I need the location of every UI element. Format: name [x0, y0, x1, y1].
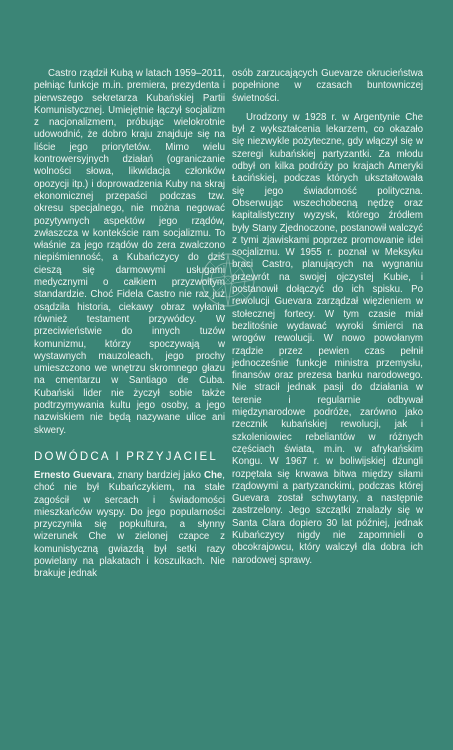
guevara-name: Ernesto Guevara [34, 469, 112, 481]
guevara-intro-text-a: , znany bardziej jako [111, 469, 204, 481]
che-name: Che [203, 469, 223, 481]
right-column [232, 68, 423, 567]
castro-paragraph: Castro rządził Kubą w latach 1959–2011, pełniąc funkcje m.in. premiera, prezydenta i pierwszego sekretarza Kubańskiej Partii Komunistycznej. Umiejętnie łączył socjalizm z nacjonalizmem, próbując wielokrotnie udowodnić, że dobro kraju znajduje się na liście jego priorytetów. Mimo wielu kontrowersyjnych działań (ograniczanie wolności słowa, likwidacja członków opozycji itp.) i doprowadzenia Kuby na skraj ekonomicznej przepaści podczas tzw. okresu specjalnego, nie można negować pozytywnych aspektów jego rządów, zwłaszcza w kontekście ram socjalizmu. To właśnie za jego rządów do zera zwalczono niepiśmienność, a Kubańczycy do dziś cieszą się darmowymi usługami medycznymi o całkiem przyzwoitym standardzie. Choć Fidela Castro nie raz już osądziła historia, ciekawy obraz wyłania również testament przywódcy. W przeciwieństwie do innych tuzów komunizmu, którzy spoczywają w wystawnych mauzoleach, jego prochy umieszczono we wnętrzu skromnego głazu na cmentarzu w Santiago de Cuba. Kubański lider nie życzył sobie także podtrzymywania kultu jego osoby, a jego nazwiskiem nie będą nazywane ulice ani skwery. [34, 68, 225, 436]
watermark-compass-icon [198, 250, 258, 310]
paragraph-gap [232, 105, 423, 112]
guevara-intro-paragraph [34, 470, 225, 581]
guevara-intro-text-b: , choć nie był Kubańczykiem, na stałe zagościł w sercach i świadomości mieszkańców wyspy. Do jego popularności przyczyniła się popkultura, a słynny wizerunek Che w zielonej czapce z komunistyczną gwiazdą był setki razy powielany na plakatach i koszulkach. Nie brakuje jednak [34, 469, 225, 580]
section-heading: DOWÓDCA I PRZYJACIEL [34, 450, 218, 463]
guevara-biography-paragraph: Urodzony w 1928 r. w Argentynie Che był z wykształcenia lekarzem, co okazało się niezwykle pożyteczne, gdy włączył się w szeregi kubańskiej partyzantki. Za młodu odbył on kilka podróży po krajach Ameryki Łacińskiej, podczas których ukształtowała się jego świadomość polityczna. Obserwując wszechobecną nędzę oraz kapitalistyczny wyzysk, którego źródłem były Stany Zjednoczone, postanowił walczyć z tymi zjawiskami poprzez promowanie idei socjalizmu. W 1955 r. poznał w Meksyku braci Castro, planujących na wygnaniu przewrót na swojej ojczystej Kubie, i postanowił dołączyć do ich spisku. Po rewolucji Guevara zarządzał więzieniem w stołecznej fortecy. W tym czasie miał bezlitośnie wydawać wyroki śmierci na wrogów rewolucji. W nowo powołanym rządzie przez pewien czas pełnił jednocześnie funkcje ministra przemysłu, finansów oraz prezesa banku narodowego. Nie stracił jednak pasji do działania w terenie i regularnie odbywał międzynarodowe podróże, zarówno jako rzecznik kubańskiej rewolucji, jak i szkoleniowiec rebeliantów w różnych częściach świata, m.in. w afrykańskim Kongu. W 1967 r. w boliwijskiej dżungli rozpętała się krwawa bitwa między siłami rządowymi a partyzanckimi, podczas której Guevara został schwytany, a następnie zastrzelony. Jego szczątki znalazły się w Santa Clara dopiero 30 lat później, jednak Kubańczycy nigdy nie zapomnieli o obcokrajowcu, który walczył dla dobra ich narodowej sprawy. [232, 111, 423, 566]
continuation-paragraph: osób zarzucających Guevarze okrucieństwa popełnione w czasach buntowniczej świetności. [232, 68, 423, 104]
left-column [34, 68, 225, 581]
section-gap [34, 437, 225, 451]
